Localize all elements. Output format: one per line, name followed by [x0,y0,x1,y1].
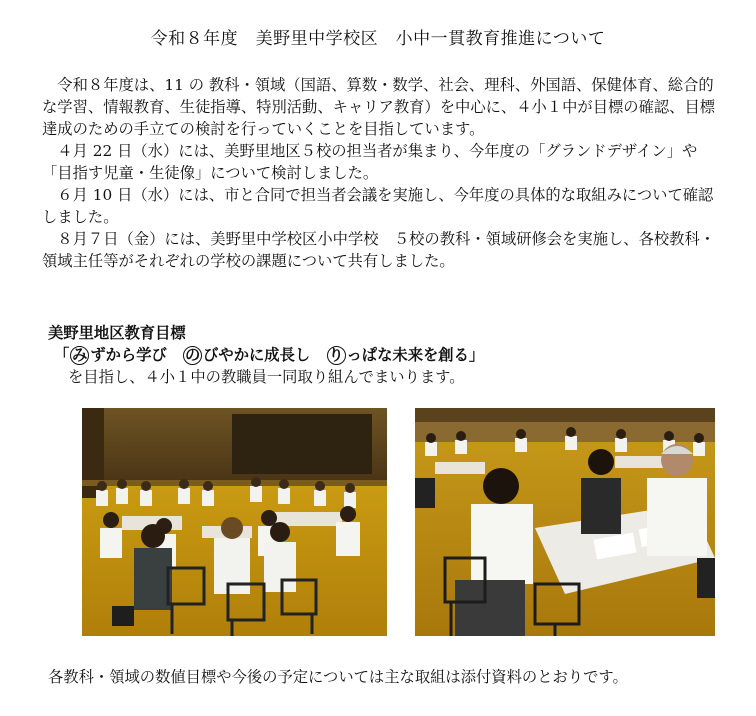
education-goal [48,322,708,388]
body-text [42,74,722,272]
slogan-open-quote: 「 [54,346,70,364]
goal-heading: 美野里地区教育目標 [48,324,186,342]
paragraph-1: 令和８年度は、11 の 教科・領域（国語、算数・数学、社会、理科、外国語、保健体育、総合的な学習、情報教育、生徒指導、特別活動、キャリア教育）を中心に、４小１中が目標の確認、目標達成のための手立ての検討を行っていくことを目指しています。 [42,76,716,138]
slogan-part-3: っぱな未来を創る [346,346,469,364]
circled-char-ri: り [328,346,344,364]
circled-char-mi: み [72,346,88,364]
slogan-close-quote: 」 [468,346,485,364]
meeting-photo-left [82,408,387,636]
goal-slogan [54,344,708,366]
slogan-part-1: ずから学び [90,346,183,364]
circled-char-no: の [184,346,201,364]
goal-tail-text: を目指し、４小１中の教職員一同取り組んでまいります。 [68,368,465,386]
slogan-part-2: びやかに成長し [203,346,326,364]
meeting-photo-right [415,408,715,636]
paragraph-4: ８月７日（金）には、美野里中学校区小中学校 ５校の教科・領域研修会を実施し、各校教科・領域主任等がそれぞれの学校の課題について共有しました。 [42,230,716,270]
footer-note: 各教科・領域の数値目標や今後の予定については主な取組は添付資料のとおりです。 [48,668,628,686]
paragraph-3: ６月 10 日（水）には、市と合同で担当者会議を実施し、今年度の具体的な取組みについて確認しました。 [42,186,714,226]
page-title: 令和８年度 美野里中学校区 小中一貫教育推進について [150,29,606,49]
paragraph-2: ４月 22 日（水）には、美野里地区５校の担当者が集まり、今年度の「グランドデザイン」や「目指す児童・生徒像」について検討しました。 [42,142,698,182]
